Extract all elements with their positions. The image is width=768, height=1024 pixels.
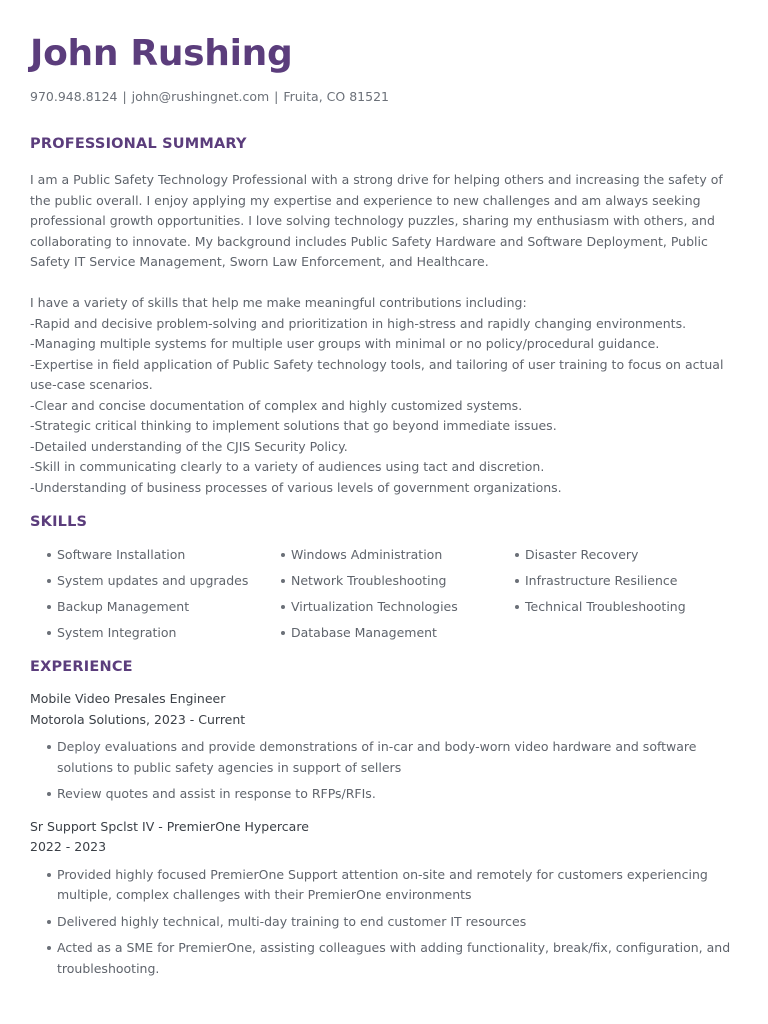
job-entry bbox=[30, 817, 735, 980]
job-bullet-text: Delivered highly technical, multi-day training to end customer IT resources bbox=[57, 913, 527, 929]
skill-label: Technical Troubleshooting bbox=[525, 599, 686, 614]
job-title: Sr Support Spclst IV - PremierOne Hypercare bbox=[30, 818, 309, 834]
job-bullet-text: Provided highly focused PremierOne Support attention on-site and remotely for customers experiencing multiple, complex challenges with their PremierOne environments bbox=[57, 866, 708, 902]
bullet-icon bbox=[281, 579, 285, 583]
skill-label: Windows Administration bbox=[291, 547, 443, 562]
phone-number: 970.948.8124 bbox=[30, 89, 118, 104]
bullet-icon bbox=[47, 631, 51, 635]
skills-list bbox=[30, 545, 735, 643]
skill-label: Backup Management bbox=[57, 599, 190, 614]
resume-page bbox=[30, 32, 735, 985]
skill-item bbox=[515, 545, 749, 565]
skill-item bbox=[281, 597, 515, 617]
email-address: john@rushingnet.com bbox=[131, 89, 270, 104]
summary-line: -Strategic critical thinking to implement solutions that go beyond immediate issues. bbox=[30, 418, 557, 433]
bullet-icon bbox=[47, 605, 51, 609]
contact-line bbox=[30, 88, 735, 106]
job-bullets bbox=[30, 865, 735, 980]
skill-label: Software Installation bbox=[57, 547, 186, 562]
summary-paragraph: I am a Public Safety Technology Professional with a strong drive for helping others and increasing the safety of the public overall. I enjoy applying my expertise and experience to new challenges and am always seeking professional growth opportunities. I love solving technology puzzles, sharing my enthusiasm with others, and collaborating to innovate. My background includes Public Safety Hardware and Software Deployment, Public Safety IT Service Management, Sworn Law Enforcement, and Healthcare. bbox=[30, 172, 723, 269]
skill-item bbox=[47, 597, 281, 617]
summary-body bbox=[30, 170, 735, 498]
contact-separator: | bbox=[122, 89, 127, 104]
summary-line: -Clear and concise documentation of complex and highly customized systems. bbox=[30, 397, 523, 413]
bullet-icon bbox=[47, 553, 51, 557]
bullet-icon bbox=[515, 579, 519, 583]
skill-item bbox=[281, 571, 515, 591]
candidate-name: John Rushing bbox=[30, 33, 293, 74]
summary-line: -Expertise in field application of Public Safety technology tools, and tailoring of user training to focus on actual use-case scenarios. bbox=[30, 356, 724, 392]
paragraph-gap bbox=[30, 273, 735, 294]
summary-line: -Skill in communicating clearly to a variety of audiences using tact and discretion. bbox=[30, 459, 545, 474]
location: Fruita, CO 81521 bbox=[283, 89, 389, 104]
bullet-icon bbox=[281, 631, 285, 635]
bullet-icon bbox=[281, 605, 285, 609]
job-bullet bbox=[47, 784, 735, 805]
summary-line: -Understanding of business processes of various levels of government organizations. bbox=[30, 479, 562, 495]
summary-line: -Rapid and decisive problem-solving and prioritization in high-stress and rapidly changing environments. bbox=[30, 315, 687, 331]
skill-item bbox=[281, 545, 515, 565]
summary-intro: I have a variety of skills that help me make meaningful contributions including: bbox=[30, 295, 527, 310]
experience-heading: EXPERIENCE bbox=[30, 659, 133, 675]
skill-item bbox=[47, 623, 281, 643]
job-bullet-text: Acted as a SME for PremierOne, assisting colleagues with adding functionality, break/fix, configuration, and troubleshooting. bbox=[57, 940, 731, 976]
job-bullet bbox=[47, 938, 735, 979]
job-bullet-text: Review quotes and assist in response to RFPs/RFIs. bbox=[57, 786, 376, 801]
skill-label: System updates and upgrades bbox=[57, 573, 249, 588]
bullet-icon bbox=[47, 579, 51, 583]
job-entry bbox=[30, 689, 735, 805]
job-bullet bbox=[47, 737, 735, 778]
bullet-icon bbox=[515, 605, 519, 609]
summary-heading: PROFESSIONAL SUMMARY bbox=[30, 136, 247, 152]
skill-label: System Integration bbox=[57, 625, 177, 640]
skill-label: Database Management bbox=[291, 625, 437, 640]
bullet-icon bbox=[47, 745, 51, 749]
bullet-icon bbox=[47, 920, 51, 924]
skill-item bbox=[515, 571, 749, 591]
job-bullet-text: Deploy evaluations and provide demonstrations of in-car and body-worn video hardware and software solutions to public safety agencies in support of sellers bbox=[57, 739, 697, 775]
skill-label: Infrastructure Resilience bbox=[525, 573, 678, 588]
bullet-icon bbox=[281, 553, 285, 557]
skills-heading: SKILLS bbox=[30, 514, 88, 530]
job-company-dates: 2022 - 2023 bbox=[30, 839, 107, 854]
contact-separator: | bbox=[274, 89, 279, 104]
skill-item bbox=[47, 545, 281, 565]
skill-item bbox=[281, 623, 515, 643]
skill-label: Disaster Recovery bbox=[525, 547, 639, 562]
bullet-icon bbox=[47, 946, 51, 950]
bullet-icon bbox=[515, 553, 519, 557]
job-bullets bbox=[30, 737, 735, 805]
job-company-dates: Motorola Solutions, 2023 - Current bbox=[30, 711, 246, 727]
skill-label: Virtualization Technologies bbox=[291, 599, 458, 614]
summary-line: -Managing multiple systems for multiple user groups with minimal or no policy/procedural guidance. bbox=[30, 336, 660, 351]
job-bullet bbox=[47, 912, 735, 933]
summary-line: -Detailed understanding of the CJIS Security Policy. bbox=[30, 438, 348, 454]
job-title: Mobile Video Presales Engineer bbox=[30, 691, 226, 706]
job-bullet bbox=[47, 865, 735, 906]
bullet-icon bbox=[47, 873, 51, 877]
skill-item bbox=[47, 571, 281, 591]
skill-item bbox=[515, 597, 749, 617]
skill-label: Network Troubleshooting bbox=[291, 573, 447, 588]
bullet-icon bbox=[47, 792, 51, 796]
